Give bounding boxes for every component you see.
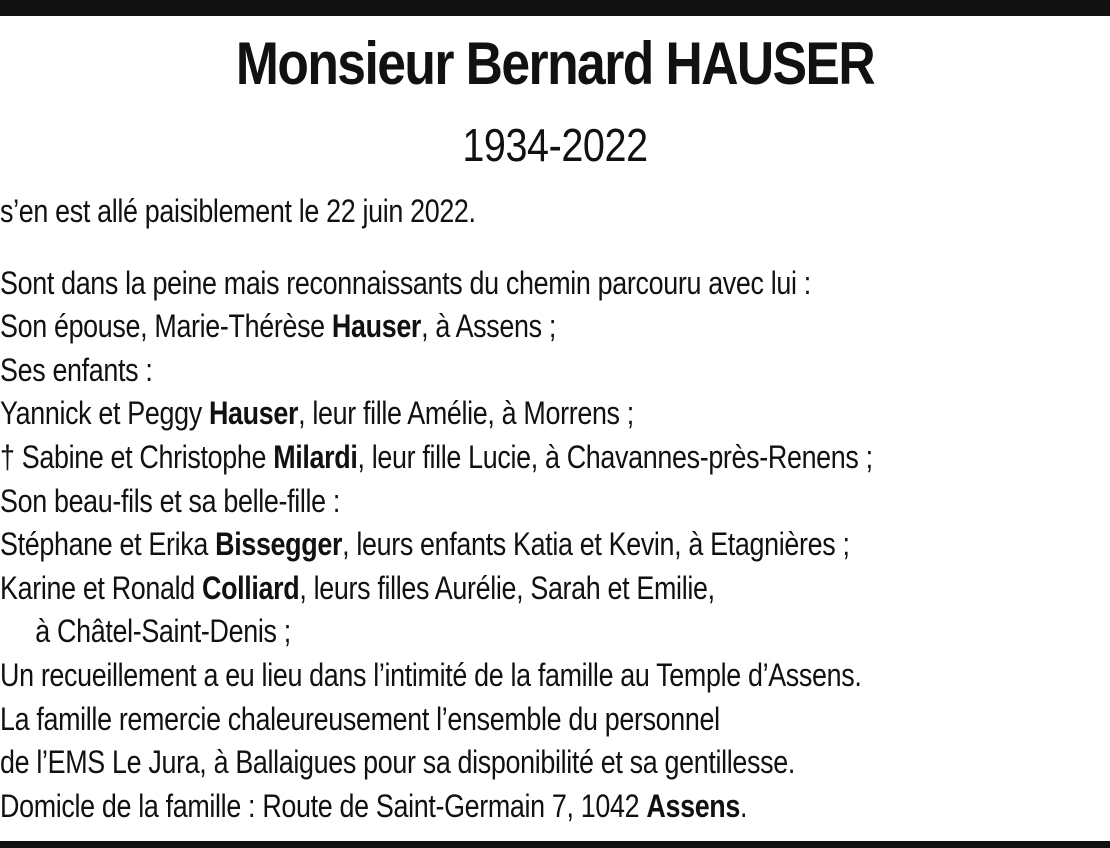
address-line [0,785,1042,829]
child-1-suffix: , leur fille Amélie, à Morrens ; [298,395,634,432]
address-prefix: Domicle de la famille : Route de Saint-Germain 7, 1042 [0,787,647,824]
child-2-suffix: , leur fille Lucie, à Chavannes-près-Renens ; [357,438,873,475]
inlaw-2-suffix: , leurs filles Aurélie, Sarah et Emilie, [299,569,715,606]
child-2-surname: Milardi [273,438,358,475]
inlaw-1-surname: Bissegger [215,526,343,563]
spouse-prefix: Son épouse, Marie-Thérèse [0,308,332,345]
child-1-surname: Hauser [208,395,299,432]
inlaw-1-suffix: , leurs enfants Katia et Kevin, à Etagnières ; [342,526,850,563]
inlaw-line-1 [0,523,1042,567]
spouse-surname: Hauser [331,308,422,345]
deceased-name: Monsieur Bernard HAUSER [235,30,875,97]
notice-body [0,190,1042,828]
top-border-rule [0,0,1110,16]
inlaw-line-2 [0,567,1042,611]
mourners-intro-line: Sont dans la peine mais reconnaissants du chemin parcouru avec lui : [0,264,811,301]
address-suffix: . [740,787,748,824]
inlaw-1-prefix: Stéphane et Erika [0,526,216,563]
inlaw-line-2-continuation: à Châtel-Saint-Denis ; [35,613,291,650]
children-heading: Ses enfants : [0,351,153,388]
thanks-line-2: de l’EMS Le Jura, à Ballaigues pour sa disponibilité et sa gentillesse. [0,744,795,781]
inlaws-heading: Son beau-fils et sa belle-fille : [0,482,341,519]
spouse-suffix: , à Assens ; [421,308,556,345]
bottom-border-rule [0,841,1110,848]
spouse-line [0,305,1042,349]
ceremony-line: Un recueillement a eu lieu dans l’intimité de la famille au Temple d’Assens. [0,656,862,693]
life-years: 1934-2022 [462,119,648,171]
child-2-prefix: † Sabine et Christophe [0,438,274,475]
child-1-prefix: Yannick et Peggy [0,395,209,432]
child-line-1 [0,392,1042,436]
intro-line: s’en est allé paisiblement le 22 juin 2022. [0,193,476,229]
paragraph-spacer [0,234,1042,262]
child-line-2 [0,436,1042,480]
inlaw-2-surname: Colliard [201,569,300,606]
thanks-line-1: La famille remercie chaleureusement l’ensemble du personnel [0,700,720,737]
address-town: Assens [646,787,741,824]
inlaw-2-prefix: Karine et Ronald [0,569,202,606]
